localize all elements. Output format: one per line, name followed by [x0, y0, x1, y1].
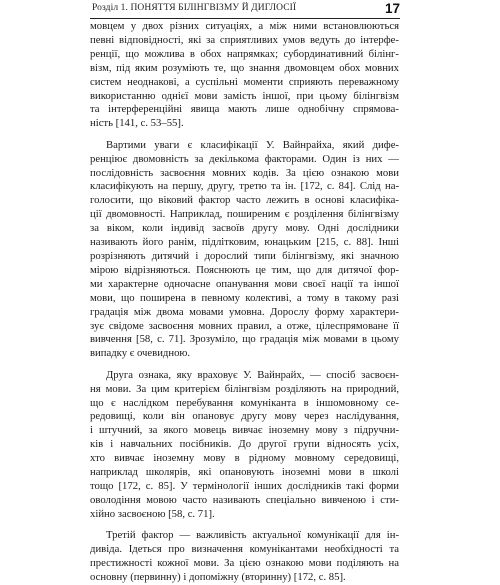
text-line: ції двомовності. Наприклад, поширеним є розділення білінгвізму	[90, 208, 399, 221]
text-line: Вартими уваги є класифікації У. Вайнрайха, який дифе-	[106, 138, 399, 151]
text-line: ренціює двомовність за декількома факторами. Один із них —	[90, 152, 399, 165]
text-line: редовищі, коли він опановує другу мову через наслідування,	[90, 410, 399, 423]
text-line: хто вивчає іноземну мову в рідному мовному середовищі,	[90, 452, 399, 465]
text-line: престижності кожної мови. За цією ознакою мови поділяють на	[90, 557, 399, 570]
text-line: за віком, коли індивід засвоїв другу мову. Одні дослідники	[90, 222, 399, 235]
text-line: певні відповідності, які за сприятливих умов ведуть до інтерфе-	[90, 33, 399, 46]
text-line: ня мови. За цим критерієм білінгвізм розділяють на природний,	[90, 382, 399, 395]
chapter-title: Розділ 1. ПОНЯТТЯ БІЛІНГВІЗМУ Й ДИГЛОСІЇ	[92, 3, 297, 13]
text-line: візм, під яким розуміють те, що знання двомовцем обох мовних	[90, 61, 399, 74]
text-line: наприклад школярів, які опановують іноземні мови в школі	[90, 466, 399, 479]
text-line: Третій фактор — важливість актуальної комунікації для ін-	[106, 529, 399, 542]
page-number: 17	[384, 1, 400, 16]
text-line: Друга ознака, яку враховує У. Вайнрайх, — спосіб засвоєн-	[106, 368, 399, 381]
running-header	[90, 1, 400, 19]
text-line: класифікують на першу, другу, третю та ін. [172, с. 84]. Слід на-	[90, 180, 399, 193]
text-line: дивіда. Ідеться про визначення комунікантами необхідності та	[90, 543, 399, 556]
text-line: ність [141, с. 53–55].	[90, 117, 184, 130]
text-line: хійно засвоєною [58, с. 71].	[90, 507, 215, 520]
text-line: і штучний, за якого мовець вивчає іноземну мову з підручни-	[90, 424, 399, 437]
text-line: розрізняють дитячий і дорослий типи білінгвізму, які значною	[90, 250, 399, 262]
text-line: зує свідоме засвоєння мовних правил, а отже, цілеспрямоване її	[90, 319, 399, 332]
text-line: ків і навчальних посібників. До другої групи відносять усіх,	[90, 438, 399, 451]
text-line: тощо [172, с. 85]. У термінології інших дослідників такі форми	[90, 480, 399, 492]
text-line: випадку є очевидною.	[90, 347, 191, 360]
text-line: мови, що поширена в певному колективі, а тому в такому разі	[90, 291, 399, 304]
body-text	[90, 20, 399, 585]
text-line: градація між двома мовами умовна. Дорослу форму характери-	[90, 305, 399, 318]
text-line: послідовність засвоєння мовних кодів. За цією ознакою мови	[90, 166, 399, 179]
text-line: систем неоднакові, а суспільні моменти сприяють переважному	[90, 75, 399, 88]
text-line: оволодіння мовою часто називають спеціально вивченою і сти-	[90, 493, 399, 506]
text-line: мовцем у двох різних ситуаціях, а між ними встановлюються	[90, 20, 399, 32]
text-line: використанню однієї мови замість іншої, при цьому білінгвізм	[90, 89, 399, 102]
text-line: ми характерне одночасне опанування мови своєї нації та іншої	[90, 277, 399, 290]
text-line: голосити, що віковий фактор часто лежить в основі класифіка-	[90, 194, 399, 207]
text-line: мірою відрізняються. Пояснюють це тим, що для дитячої фор-	[90, 263, 399, 276]
text-line: називають його ранім, підлітковим, юнацьким [215, с. 88]. Інші	[90, 236, 399, 249]
text-line: основну (первинну) і допоміжну (вторинну) [172, с. 85].	[90, 570, 346, 583]
text-line: ренції, що можлива в обох напрямках; субординативний білінг-	[90, 47, 399, 60]
text-line: вивчення [58, с. 71]. Зрозуміло, що градація між мовами в цьому	[90, 333, 399, 346]
text-line: та інтерференційні явища мають лише однобічну спрямова-	[90, 103, 399, 116]
text-line: що є наслідком перебування комуніканта в іншомовному се-	[90, 396, 399, 409]
